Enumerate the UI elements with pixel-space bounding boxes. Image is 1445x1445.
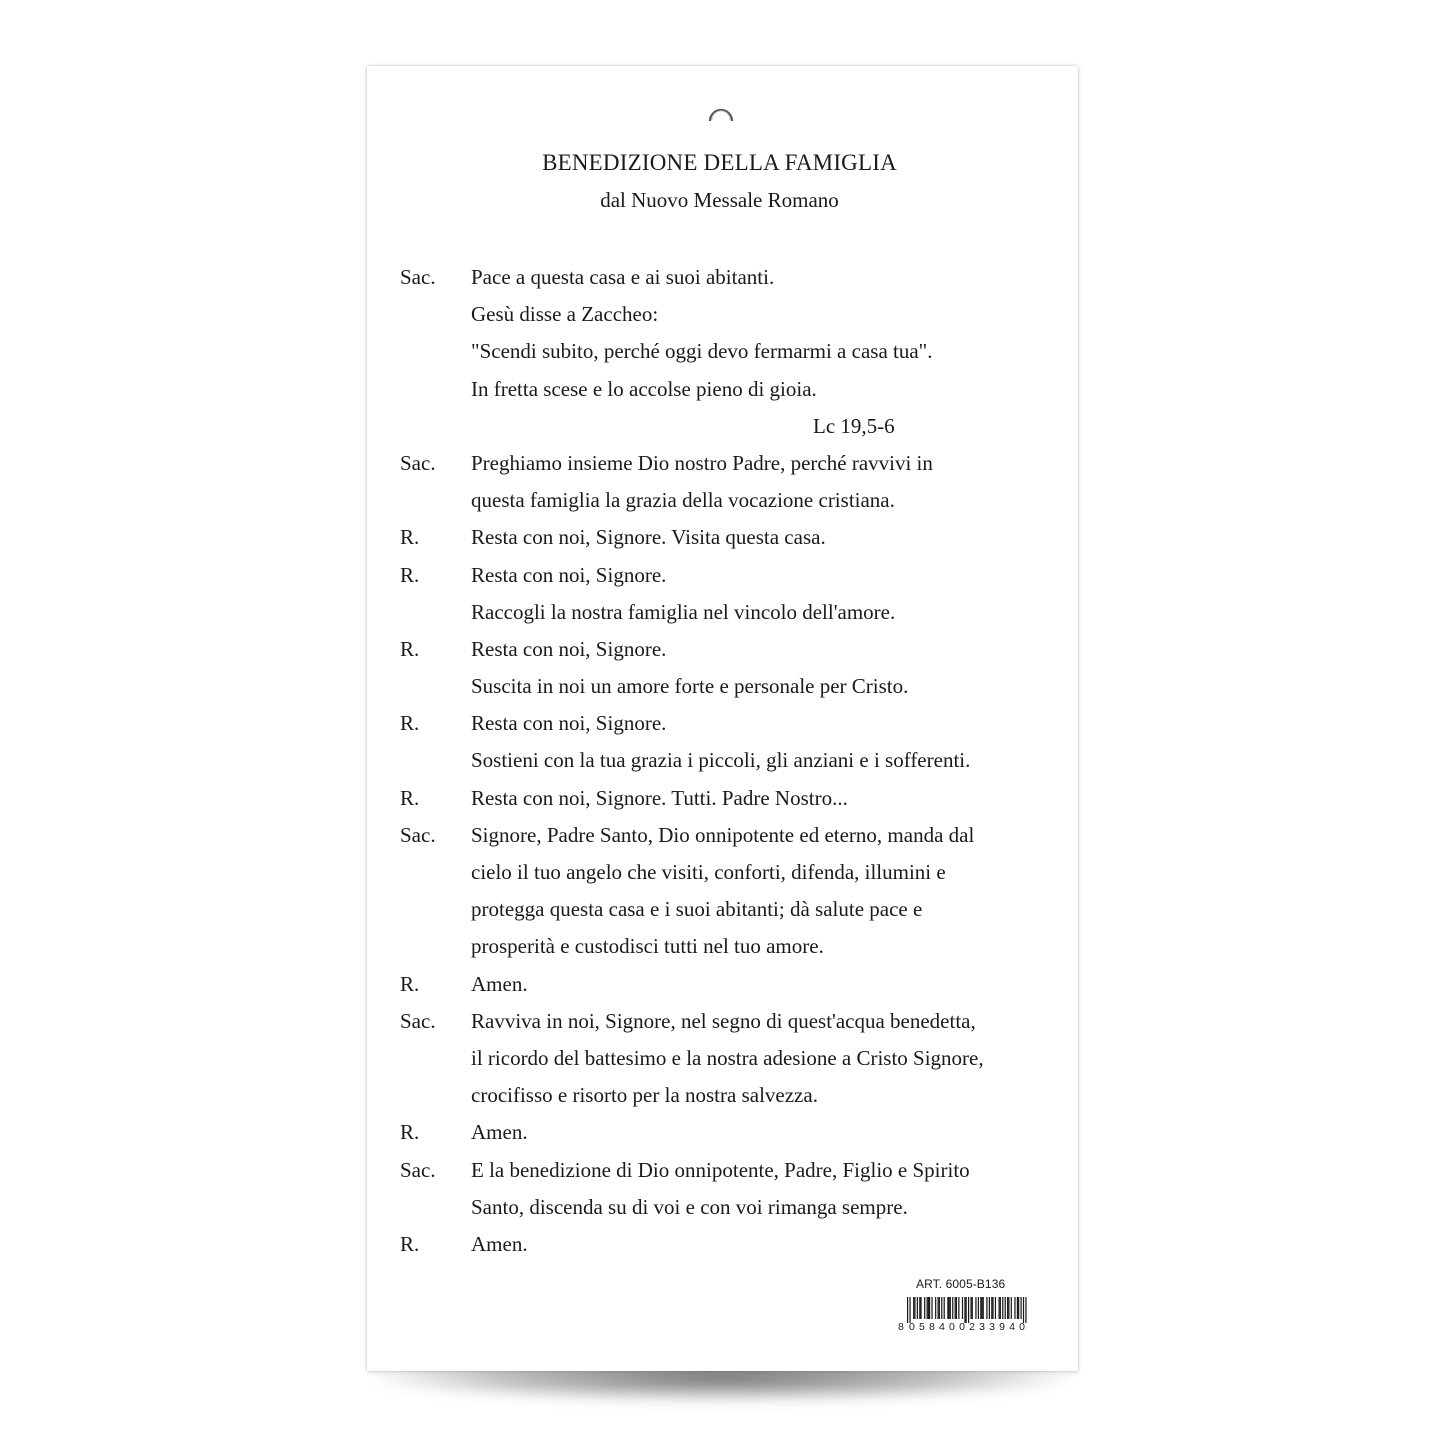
prayer-line [367,817,1078,854]
barcode-number-rest: 058400233940 [909,1321,1025,1331]
barcode-bar [986,1297,987,1319]
barcode-bar [992,1297,993,1319]
prayer-line [367,891,1078,928]
prayer-line [367,705,1078,742]
barcode-bar [1020,1297,1021,1319]
line-text: il ricordo del battesimo e la nostra adesione a Cristo Signore, [471,1045,984,1070]
speaker-label: Sac. [400,1157,436,1182]
barcode-bar [913,1297,914,1319]
line-text: Ravviva in noi, Signore, nel segno di quest'acqua benedetta, [471,1008,976,1033]
line-text: Resta con noi, Signore. Tutti. Padre Nostro... [471,785,848,810]
line-text: questa famiglia la grazia della vocazione cristiana. [471,488,895,513]
prayer-line [367,371,1078,408]
line-text: Suscita in noi un amore forte e personale per Cristo. [471,674,909,699]
speaker-label: R. [400,525,420,550]
prayer-line [367,966,1078,1003]
prayer-line [367,408,1078,445]
prayer-line [367,445,1078,482]
barcode-bar [914,1297,915,1319]
line-text: Resta con noi, Signore. [471,711,667,736]
barcode-bar [944,1297,945,1319]
article-code: ART. 6005-B136 [916,1277,1006,1291]
barcode-bar [920,1297,921,1319]
barcode-bar [952,1297,953,1319]
line-text: Resta con noi, Signore. [471,562,667,587]
barcode-bar [1008,1297,1009,1319]
prayer-card [367,66,1078,1371]
barcode-bar [995,1297,996,1319]
barcode-bar [935,1297,936,1319]
barcode-bar [1005,1297,1006,1319]
line-text: Santo, discenda su di voi e con voi rimanga sempre. [471,1194,908,1219]
hang-hole-icon [706,95,736,125]
barcode-bar [958,1297,959,1319]
barcode-bar [991,1297,992,1319]
prayer-line [367,1189,1078,1226]
barcode-bar [989,1297,990,1319]
barcode-bar [966,1297,967,1323]
barcode-bar [919,1297,920,1319]
barcode-bar [1011,1297,1012,1319]
barcode-bar [999,1297,1000,1319]
line-text: Resta con noi, Signore. Visita questa casa. [471,525,826,550]
line-text: Raccogli la nostra famiglia nel vincolo dell'amore. [471,599,896,624]
speaker-label: R. [400,711,420,736]
barcode-bar [924,1297,925,1319]
prayer-lines [367,259,1078,1263]
barcode-bar [909,1297,910,1323]
barcode-bar [978,1297,979,1319]
barcode-bar [1023,1297,1024,1323]
barcode-bar [1007,1297,1008,1319]
prayer-line [367,928,1078,965]
card-subtitle: dal Nuovo Messale Romano [600,188,839,212]
prayer-line [367,668,1078,705]
prayer-line [367,1114,1078,1151]
line-text: prosperità e custodisci tutti nel tuo amore. [471,934,824,959]
barcode-bar [928,1297,929,1319]
prayer-line [367,854,1078,891]
speaker-label: Sac. [400,822,436,847]
prayer-line [367,631,1078,668]
speaker-label: R. [400,785,420,810]
prayer-line [367,333,1078,370]
barcode-bar [947,1297,948,1319]
prayer-line [367,557,1078,594]
prayer-line [367,780,1078,817]
line-text: Gesù disse a Zaccheo: [471,302,659,327]
prayer-line [367,482,1078,519]
barcode-bar [907,1297,908,1323]
line-text: In fretta scese e lo accolse pieno di gioia. [471,376,817,401]
barcode-bar [980,1297,981,1319]
line-text: Amen. [471,1120,528,1145]
barcode-bar [1018,1297,1019,1319]
barcode-bar [1000,1297,1001,1319]
prayer-line [367,1077,1078,1114]
speaker-label: Sac. [400,265,436,289]
speaker-label: Sac. [400,450,436,475]
line-text: Sostieni con la tua grazia i piccoli, gli anziani e i sofferenti. [471,748,971,773]
prayer-line [367,296,1078,333]
barcode-bar [929,1297,930,1319]
speaker-label: R. [400,1120,420,1145]
barcode-icon [897,1295,1031,1331]
barcode-bar [931,1297,932,1319]
line-text: cielo il tuo angelo che visiti, conforti, difenda, illumini e [471,860,946,884]
barcode-bar [970,1297,971,1319]
speaker-label: R. [400,971,420,996]
barcode-bar [927,1297,928,1319]
barcode-bar [972,1297,973,1319]
barcode-bar [983,1297,984,1319]
barcode-bar [1017,1297,1018,1319]
prayer-line [367,1152,1078,1189]
barcode-bar [938,1297,939,1319]
line-text: Signore, Padre Santo, Dio onnipotente ed eterno, manda dal [471,822,975,847]
barcode-bar [1014,1297,1015,1319]
barcode-bar [962,1297,963,1319]
card-title: BENEDIZIONE DELLA FAMIGLIA [542,150,897,175]
speaker-label: Sac. [400,1008,436,1033]
barcode-bar [950,1297,951,1319]
barcode-bar [1002,1297,1003,1319]
line-text: protegga questa casa e i suoi abitanti; dà salute pace e [471,897,923,922]
speaker-label: R. [400,1231,420,1256]
barcode-bar [948,1297,949,1319]
prayer-line [367,742,1078,779]
line-text: Resta con noi, Signore. [471,636,667,661]
barcode-number-first: 8 [898,1321,904,1331]
barcode-bar [1025,1297,1026,1323]
line-text: "Scendi subito, perché oggi devo fermarmi a casa tua". [471,339,933,364]
prayer-line [367,1040,1078,1077]
barcode-bar [955,1297,956,1319]
scripture-reference: Lc 19,5-6 [813,413,895,438]
line-text: E la benedizione di Dio onnipotente, Padre, Figlio e Spirito [471,1157,970,1182]
barcode-bar [968,1297,969,1323]
barcode-bar [941,1297,942,1319]
prayer-line [367,1003,1078,1040]
line-text: Amen. [471,1231,528,1256]
barcode-bar [981,1297,982,1319]
barcode-bar [939,1297,940,1319]
prayer-line [367,259,1078,296]
barcode-bar [964,1297,965,1323]
speaker-label: R. [400,636,420,661]
barcode-bar [956,1297,957,1319]
line-text: Preghiamo insieme Dio nostro Padre, perché ravvivi in [471,450,933,475]
barcode-bar [917,1297,918,1319]
prayer-line [367,594,1078,631]
barcode-bar [975,1297,976,1319]
line-text: crocifisso e risorto per la nostra salvezza. [471,1083,818,1108]
line-text: Pace a questa casa e ai suoi abitanti. [471,265,775,289]
prayer-line [367,519,1078,556]
line-text: Amen. [471,971,528,996]
prayer-line [367,1226,1078,1263]
speaker-label: R. [400,562,420,587]
